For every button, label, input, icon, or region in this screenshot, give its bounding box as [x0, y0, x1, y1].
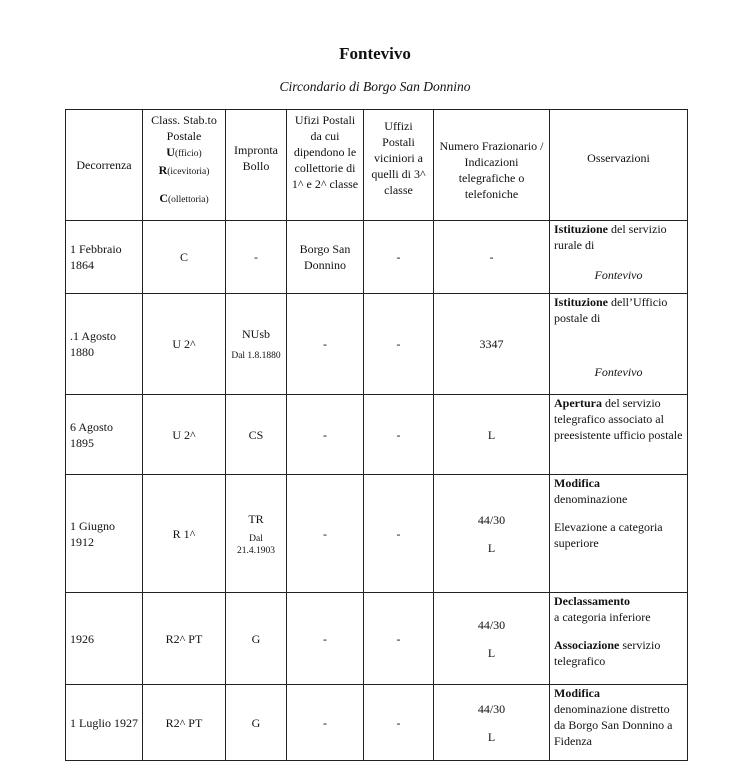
- cell-osservazioni: [550, 685, 688, 761]
- cell-decorrenza: 1 Giugno 1912: [66, 475, 143, 593]
- cell-numero: [434, 593, 550, 685]
- register-table: [65, 109, 688, 761]
- cell-impronta: [226, 294, 287, 395]
- header-uffizi-label: Uffizi Postali viciniori a quelli di 3^ classe: [371, 119, 426, 197]
- obs-extra: [554, 637, 683, 669]
- cell-impronta: [226, 475, 287, 593]
- numero-telegraph: L: [487, 729, 496, 744]
- cell-numero: -: [434, 221, 550, 294]
- cell-decorrenza: 6 Agosto 1895: [66, 395, 143, 475]
- cell-impronta: G: [226, 593, 287, 685]
- obs-text: denominazione distretto da Borgo San Donnino a Fidenza: [554, 702, 673, 748]
- cell-decorrenza: 1 Febbraio 1864: [66, 221, 143, 294]
- table-row: [66, 475, 688, 593]
- obs-bold: Modifica: [554, 476, 600, 490]
- table-row: [66, 294, 688, 395]
- header-classe-line2: Postale: [166, 129, 202, 143]
- header-classe-r: [147, 162, 221, 180]
- header-classe-u: [147, 144, 221, 162]
- obs-bold: Istituzione: [554, 222, 608, 236]
- obs-text: dell’Ufficio postale di: [554, 295, 668, 325]
- obs-text: del servizio rurale di: [554, 222, 667, 252]
- cell-classe: U 2^: [143, 294, 226, 395]
- header-classe: [143, 110, 226, 221]
- cell-uffizi: -: [364, 294, 434, 395]
- cell-ufizi: Borgo San Donnino: [287, 221, 364, 294]
- obs-text: denominazione: [554, 492, 628, 506]
- header-impronta: [226, 110, 287, 221]
- cell-osservazioni: [550, 593, 688, 685]
- header-row: [66, 110, 688, 221]
- obs-bold-2: Associazione: [554, 638, 620, 652]
- cell-uffizi: -: [364, 475, 434, 593]
- obs-text: a categoria inferiore: [554, 610, 651, 624]
- numero-value: 44/30: [477, 701, 506, 716]
- header-osservazioni: [550, 110, 688, 221]
- cell-decorrenza: 1 Luglio 1927: [66, 685, 143, 761]
- obs-bold: Apertura: [554, 396, 602, 410]
- header-osservazioni-label: Osservazioni: [587, 151, 650, 165]
- obs-place: Fontevivo: [594, 268, 643, 282]
- header-numero-label: Numero Frazionario / Indicazioni telegrafiche o telefoniche: [439, 139, 544, 201]
- cell-ufizi: -: [287, 294, 364, 395]
- table-row: [66, 221, 688, 294]
- cell-ufizi: -: [287, 395, 364, 475]
- cell-ufizi: -: [287, 475, 364, 593]
- cell-decorrenza: .1 Agosto 1880: [66, 294, 143, 395]
- cell-numero: L: [434, 395, 550, 475]
- numero-telegraph: L: [487, 645, 496, 660]
- numero-value: 44/30: [477, 617, 506, 632]
- cell-ufizi: -: [287, 685, 364, 761]
- header-classe-line1: Class. Stab.to: [151, 113, 217, 127]
- cell-uffizi: -: [364, 221, 434, 294]
- impronta-value: NUsb: [241, 327, 270, 341]
- page-title: Fontevivo: [339, 44, 411, 63]
- header-numero: [434, 110, 550, 221]
- header-ufizi-label: Ufizi Postali da cui dipendono le collettorie di 1^ e 2^ classe: [291, 113, 359, 191]
- obs-text: del servizio telegrafico associato al preesistente ufficio postale: [554, 396, 683, 442]
- numero-telegraph: L: [487, 540, 496, 555]
- header-uffizi: [364, 110, 434, 221]
- cell-uffizi: -: [364, 593, 434, 685]
- header-decorrenza: Decorrenza: [66, 110, 143, 221]
- cell-classe: R2^ PT: [143, 593, 226, 685]
- cell-classe: R 1^: [143, 475, 226, 593]
- cell-osservazioni: [550, 221, 688, 294]
- cell-osservazioni: [550, 395, 688, 475]
- obs-bold: Declassamento: [554, 594, 630, 608]
- cell-numero: [434, 475, 550, 593]
- cell-uffizi: -: [364, 395, 434, 475]
- header-classe-u-initial: U: [166, 145, 175, 159]
- cell-ufizi: -: [287, 593, 364, 685]
- cell-classe: U 2^: [143, 395, 226, 475]
- obs-bold: Modifica: [554, 686, 600, 700]
- cell-impronta: CS: [226, 395, 287, 475]
- header-impronta-label: Impronta Bollo: [234, 143, 278, 173]
- table-row: [66, 685, 688, 761]
- impronta-note: Dal 1.8.1880: [231, 351, 281, 361]
- cell-classe: R2^ PT: [143, 685, 226, 761]
- cell-decorrenza: 1926: [66, 593, 143, 685]
- cell-osservazioni: [550, 475, 688, 593]
- page-subtitle: Circondario di Borgo San Donnino: [279, 79, 471, 94]
- header-ufizi: [287, 110, 364, 221]
- header-classe-r-initial: R: [158, 163, 168, 177]
- header-classe-r-rest: (icevitoria): [167, 167, 210, 177]
- impronta-value: TR: [248, 511, 264, 526]
- obs-extra: Elevazione a categoria superiore: [554, 520, 663, 550]
- numero-value: 44/30: [477, 512, 506, 527]
- impronta-note: Dal 21.4.1903: [237, 533, 275, 556]
- obs-bold: Istituzione: [554, 295, 608, 309]
- header-classe-c-initial: C: [159, 191, 169, 205]
- header-classe-c: [147, 190, 221, 208]
- header-classe-u-rest: (fficio): [174, 149, 202, 159]
- cell-osservazioni: [550, 294, 688, 395]
- cell-numero: 3347: [434, 294, 550, 395]
- cell-impronta: G: [226, 685, 287, 761]
- cell-numero: [434, 685, 550, 761]
- cell-classe: C: [143, 221, 226, 294]
- obs-text-2: servizio telegrafico: [554, 638, 661, 668]
- table-row: [66, 395, 688, 475]
- cell-uffizi: -: [364, 685, 434, 761]
- header-classe-c-rest: (ollettoria): [168, 195, 209, 205]
- cell-impronta: -: [226, 221, 287, 294]
- table-row: [66, 593, 688, 685]
- obs-place: Fontevivo: [594, 365, 643, 379]
